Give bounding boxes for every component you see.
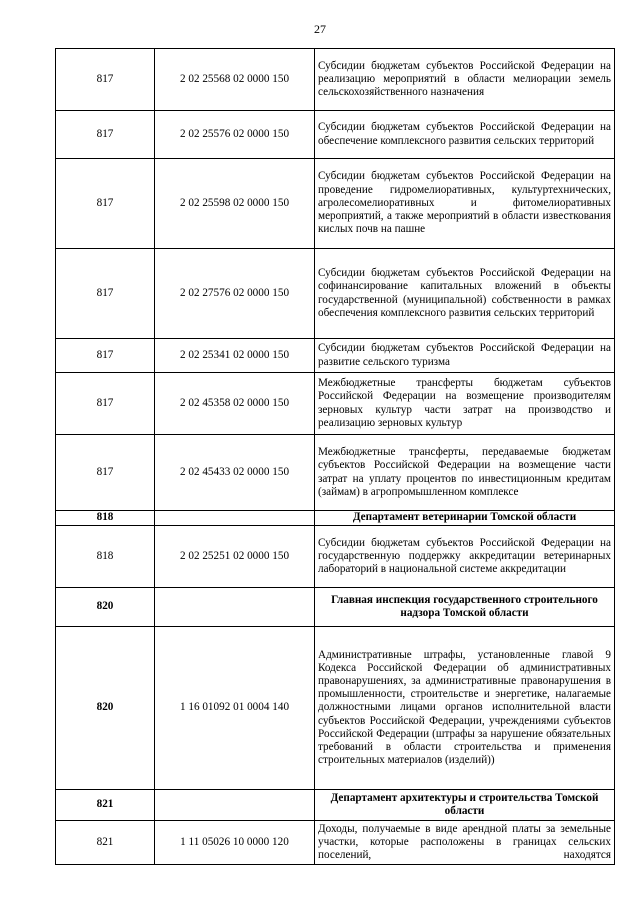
admin-code-cell: 817	[56, 339, 155, 373]
page-number: 27	[314, 22, 326, 36]
admin-code-cell: 817	[56, 49, 155, 111]
department-name: Департамент архитектуры и строительства Томской области	[315, 790, 615, 821]
income-name-cell: Межбюджетные трансферты, передаваемые бюджетам субъектов Российской Федерации на возмещение части затрат на уплату процентов по инвестиционным кредитам (займам) в агропромышленном комплексе	[315, 435, 615, 511]
table-row	[56, 821, 615, 865]
admin-code-cell: 820	[56, 627, 155, 790]
table-row	[56, 49, 615, 111]
department-admin-code: 821	[56, 790, 155, 821]
budget-code-cell	[155, 588, 315, 627]
budget-code-cell: 2 02 25251 02 0000 150	[155, 526, 315, 588]
income-name-cell: Субсидии бюджетам субъектов Российской Федерации на реализацию мероприятий в области мелиорации земель сельскохозяйственного назначения	[315, 49, 615, 111]
budget-code-cell	[155, 790, 315, 821]
department-row	[56, 511, 615, 526]
admin-code-cell: 817	[56, 435, 155, 511]
income-name-cell: Доходы, получаемые в виде арендной платы за земельные участки, которые расположены в границах сельских поселений, находятся	[315, 821, 615, 865]
admin-code-cell: 817	[56, 111, 155, 159]
budget-classification-table	[55, 48, 615, 865]
income-name-cell: Субсидии бюджетам субъектов Российской Федерации на развитие сельского туризма	[315, 339, 615, 373]
income-name-cell: Субсидии бюджетам субъектов Российской Федерации на государственную поддержку аккредитации ветеринарных лабораторий в национальной системе аккредитации	[315, 526, 615, 588]
table-row	[56, 159, 615, 249]
budget-code-cell: 1 11 05026 10 0000 120	[155, 821, 315, 865]
department-row	[56, 588, 615, 627]
income-name-cell: Межбюджетные трансферты бюджетам субъектов Российской Федерации на возмещение производителям зерновых культур части затрат на производство и реализацию зерновых культур	[315, 373, 615, 435]
budget-code-cell	[155, 511, 315, 526]
budget-code-cell: 2 02 27576 02 0000 150	[155, 249, 315, 339]
department-name: Департамент ветеринарии Томской области	[315, 511, 615, 526]
table-row	[56, 373, 615, 435]
income-name-cell: Субсидии бюджетам субъектов Российской Федерации на софинансирование капитальных вложений в объекты государственной (муниципальной) собственности в рамках обеспечения комплексного развития сельских территорий	[315, 249, 615, 339]
budget-code-cell: 2 02 45433 02 0000 150	[155, 435, 315, 511]
admin-code-cell: 821	[56, 821, 155, 865]
department-name: Главная инспекция государственного строительного надзора Томской области	[315, 588, 615, 627]
income-name-cell: Субсидии бюджетам субъектов Российской Федерации на проведение гидромелиоративных, культуртехнических, агролесомелиоративных и фитомелиоративных мероприятий, а также мероприятий в области известкования кислых почв на пашне	[315, 159, 615, 249]
table-row	[56, 526, 615, 588]
budget-code-cell: 2 02 25568 02 0000 150	[155, 49, 315, 111]
admin-code-cell: 818	[56, 526, 155, 588]
table-row	[56, 339, 615, 373]
income-name-cell: Субсидии бюджетам субъектов Российской Федерации на обеспечение комплексного развития сельских территорий	[315, 111, 615, 159]
table-row	[56, 111, 615, 159]
budget-code-cell: 2 02 25341 02 0000 150	[155, 339, 315, 373]
budget-code-cell: 2 02 45358 02 0000 150	[155, 373, 315, 435]
department-row	[56, 790, 615, 821]
admin-code-cell: 817	[56, 373, 155, 435]
budget-code-cell: 2 02 25598 02 0000 150	[155, 159, 315, 249]
table-row	[56, 249, 615, 339]
department-admin-code: 820	[56, 588, 155, 627]
budget-code-cell: 2 02 25576 02 0000 150	[155, 111, 315, 159]
department-admin-code: 818	[56, 511, 155, 526]
income-name-cell: Административные штрафы, установленные главой 9 Кодекса Российской Федерации об административных правонарушениях, за административные правонарушения в промышленности, строительстве и энергетике, налагаемые должностными лицами органов исполнительной власти субъектов Российской Федерации, учреждениями субъектов Российской Федерации (штрафы за нарушение обязательных требований в области строительства и применения строительных материалов (изделий))	[315, 627, 615, 790]
table-row	[56, 627, 615, 790]
budget-code-cell: 1 16 01092 01 0004 140	[155, 627, 315, 790]
admin-code-cell: 817	[56, 249, 155, 339]
table-row	[56, 435, 615, 511]
admin-code-cell: 817	[56, 159, 155, 249]
